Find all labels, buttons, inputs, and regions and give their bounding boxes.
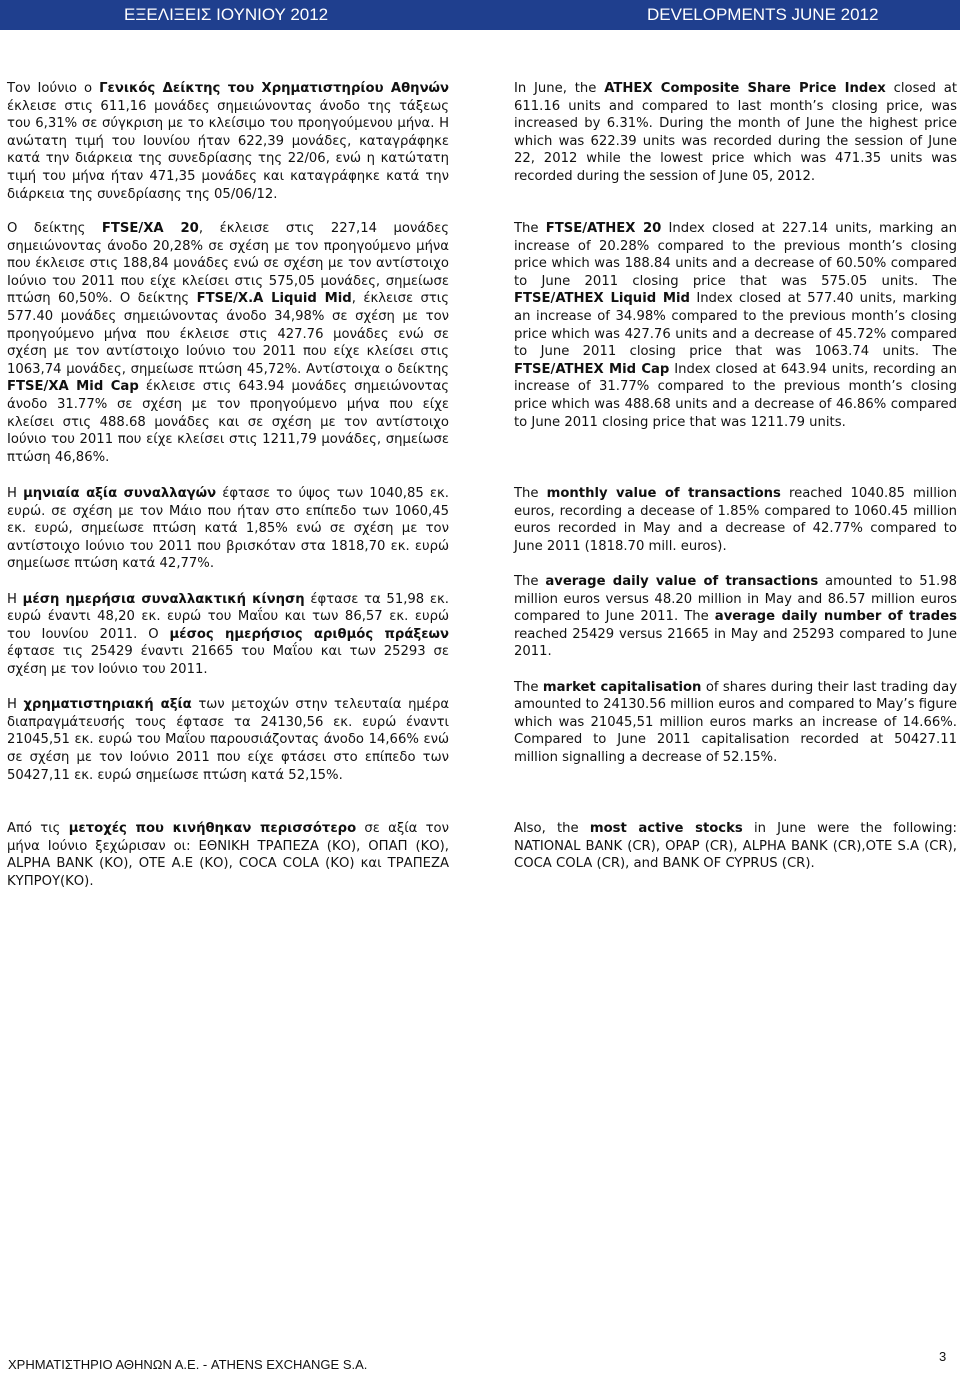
bold-term: average daily number of trades	[714, 609, 957, 625]
section-athex-composite-greek	[7, 80, 449, 203]
page-number: 3	[939, 1349, 947, 1364]
section-ftse-indices-english	[514, 220, 957, 431]
paragraph: Also, the most active stocks in June were the following: NATIONAL BANK (CR), OPAP (CR), ALPHA BANK (CR),OTE S.A (CR), COCA COLA (CR), and BANK OF CYPRUS (CR).	[514, 821, 958, 872]
paragraph: The monthly value of transactions reached 1040.85 million euros, recording a decease of 1.85% compared to 1060.45 million euros recorded in May and a decrease of 42.77% compared to June 2011 (1818.70 mill. euros).	[514, 486, 957, 554]
bold-term: market capitalisation	[542, 679, 702, 695]
bold-term: FTSE/ATHEX Liquid Mid	[514, 291, 690, 307]
header-title-greek: ΕΞΕΛΙΞΕΙΣ ΙΟΥΝΙΟΥ 2012	[124, 5, 329, 24]
header-banner	[0, 0, 960, 30]
header-title-english: DEVELOPMENTS JUNE 2012	[647, 5, 879, 24]
bold-term: μηνιαία αξία συναλλαγών	[23, 486, 217, 501]
section-ftse-indices-greek	[7, 220, 449, 466]
footer-publisher: ΧΡΗΜΑΤΙΣΤΗΡΙΟ ΑΘΗΝΩΝ Α.Ε. - ATHENS EXCHANGE S.A.	[8, 1357, 368, 1372]
paragraph: The FTSE/ATHEX 20 Index closed at 227.14 units, marking an increase of 20.28% compared to the previous month’s closing price which was 188.84 units and a decrease of 60.50% compared to June 2011 closing price that was 575.05 units. The FTSE/ATHEX Liquid Mid Index closed at 577.40 units, marking an increase of 34.98% compared to the previous month’s closing price which was 427.76 units and a decrease of 45.72% compared to June 2011 closing price that was 1063.74 units. The FTSE/ATHEX Mid Cap Index closed at 643.94 units, recording an increase of 31.77% compared to the previous month’s closing price which was 488.68 units and a decrease of 46.86% compared to June 2011 closing price that was 1211.79 units.	[514, 221, 957, 430]
bold-term: ATHEX Composite Share Price Index	[604, 81, 886, 96]
bold-term: FTSE/ATHEX Mid Cap	[514, 361, 670, 377]
bold-term: Γενικός Δείκτης του Χρηματιστηρίου Αθηνών	[99, 81, 449, 96]
paragraph: Ο δείκτης FTSE/XA 20, έκλεισε στις 227,14 μονάδες σημειώνοντας άνοδο 20,28% σε σχέση με τον προηγούμενο μήνα που έκλεισε στις 188,84 μονάδες ενώ σε σχέση με τον αντίστοιχο Ιούνιο του 2011 που είχε κλείσει στις 575,05 μονάδες, σημείωσε πτώση 60,50%. Ο δείκτης FTSE/X.A Liquid Mid, έκλεισε στις 577.40 μονάδες σημειώνοντας άνοδο 34,98% σε σχέση με τον προηγούμενο μήνα που έκλεισε στις 427.76 μονάδες ενώ σε σχέση με τον αντίστοιχο Ιούνιο του 2011 που είχε κλείσει στις 1063,74 μονάδες, σημείωσε πτώση 45,72%. Αντίστοιχα ο δείκτης FTSE/XA Mid Cap έκλεισε στις 643.94 μονάδες σημειώνοντας άνοδο 31.77% σε σχέση με τον προηγούμενο μήνα που είχε κλείσει στις 488.68 μονάδες και σε σχέση με τον αντίστοιχο Ιούνιο του 2011 που είχε κλείσει στις 1211,79 μονάδες, σημείωσε πτώση 46,86%.	[7, 221, 450, 465]
bold-term: monthly value of transactions	[546, 486, 781, 501]
section-transactions-english	[514, 485, 957, 767]
bold-term: μέσος ημερήσιος αριθμός πράξεων	[169, 626, 449, 642]
paragraph: Τον Ιούνιο ο Γενικός Δείκτης του Χρηματιστηρίου Αθηνών έκλεισε στις 611,16 μονάδες σημειώνοντας άνοδο της τάξεως του 6,31% σε σύγκριση με το κλείσιμο του προηγούμενου μήνα. Η ανώτατη τιμή του Ιουνίου ήταν 622,39 μονάδες, καταγράφηκε κατά την διάρκεια της συνεδρίασης της 22/06, ενώ η κατώτατη τιμή του μήνα ήταν 471,35 μονάδες και καταγράφηκε κατά την διάρκεια της συνεδρίασης της 05/06/12.	[7, 81, 449, 202]
paragraph: Η μέση ημερήσια συναλλακτική κίνηση έφτασε τα 51,98 εκ. ευρώ έναντι 48,20 εκ. ευρώ του Μαΐου και των 86,57 εκ. ευρώ του Ιουνίου 2011. Ο μέσος ημερήσιος αριθμός πράξεων έφτασε τις 25429 έναντι 21665 του Μαΐου και των 25293 σε σχέση με τον Ιούνιο του 2011.	[7, 591, 450, 677]
paragraph: The average daily value of transactions amounted to 51.98 million euros versus 48.20 million in May and 86.57 million euros compared to June 2011. The average daily number of trades reached 25429 versus 21665 in May and 25293 compared to June 2011.	[514, 573, 957, 660]
bold-term: χρηματιστηριακή αξία	[23, 697, 192, 713]
paragraph: Από τις μετοχές που κινήθηκαν περισσότερο σε αξία τον μήνα Ιούνιο ξεχώρισαν οι: ΕΘΝΙΚΗ ΤΡΑΠΕΖΑ (ΚΟ), ΟΠΑΠ (ΚΟ), ALPHA BANK (ΚΟ), ΟΤΕ Α.Ε (ΚΟ), COCA COLA (ΚΟ) και ΤΡΑΠΕΖΑ ΚΥΠΡΟΥ(ΚΟ).	[7, 821, 449, 889]
bold-term: FTSE/ATHEX 20	[545, 221, 662, 236]
paragraph: The market capitalisation of shares during their last trading day amounted to 24130.56 million euros and compared to May’s figure which was 21045,51 million euros marks an increase of 14.66%. Compared to June 2011 capitalisation recorded at 50427.11 million signalling a decrease of 52.15%.	[514, 679, 957, 765]
bold-term: FTSE/XA Mid Cap	[7, 379, 139, 395]
section-most-active-english	[514, 820, 957, 873]
section-athex-composite-english	[514, 80, 957, 186]
bold-term: FTSE/XA 20	[101, 221, 199, 236]
paragraph: In June, the ATHEX Composite Share Price Index closed at 611.16 units and compared to last month’s closing price, was increased by 6.31%. During the month of June the highest price which was 622.39 units was recorded during the session of June 22, 2012 while the lowest price which was 471.35 units was recorded during the session of June 05, 2012.	[514, 81, 957, 184]
section-most-active-greek	[7, 820, 449, 890]
bold-term: average daily value of transactions	[545, 573, 819, 589]
paragraph: Η χρηματιστηριακή αξία των μετοχών στην τελευταία ημέρα διαπραγμάτευσής τους έφτασε τα 24130,56 εκ. ευρώ έναντι 21045,51 εκ. ευρώ του Μαΐου παρουσιάζοντας άνοδο 14,66% ενώ σε σχέση με τον Ιούνιο 2011 που είχε φτάσει στο επίπεδο των 50427,11 εκ. ευρώ σημείωσε πτώση κατά 52,15%.	[7, 697, 450, 783]
bold-term: most active stocks	[589, 821, 743, 836]
bold-term: μετοχές που κινήθηκαν περισσότερο	[68, 821, 357, 836]
paragraph: Η μηνιαία αξία συναλλαγών έφτασε το ύψος των 1040,85 εκ. ευρώ. σε σχέση με τον Μάιο που ήταν στο επίπεδο των 1060,45 εκ. ευρώ, σημείωσε πτώση κατά 1,85% ενώ σε σχέση με τον αντίστοιχο Ιούνιο του 2011 που βρισκόταν στα 1818,70 εκ. ευρώ σημείωσε πτώση κατά 42,77%.	[7, 486, 449, 572]
bold-term: μέση ημερήσια συναλλακτική κίνηση	[22, 591, 305, 607]
bold-term: FTSE/X.A Liquid Mid	[196, 291, 352, 307]
section-transactions-greek	[7, 485, 449, 784]
